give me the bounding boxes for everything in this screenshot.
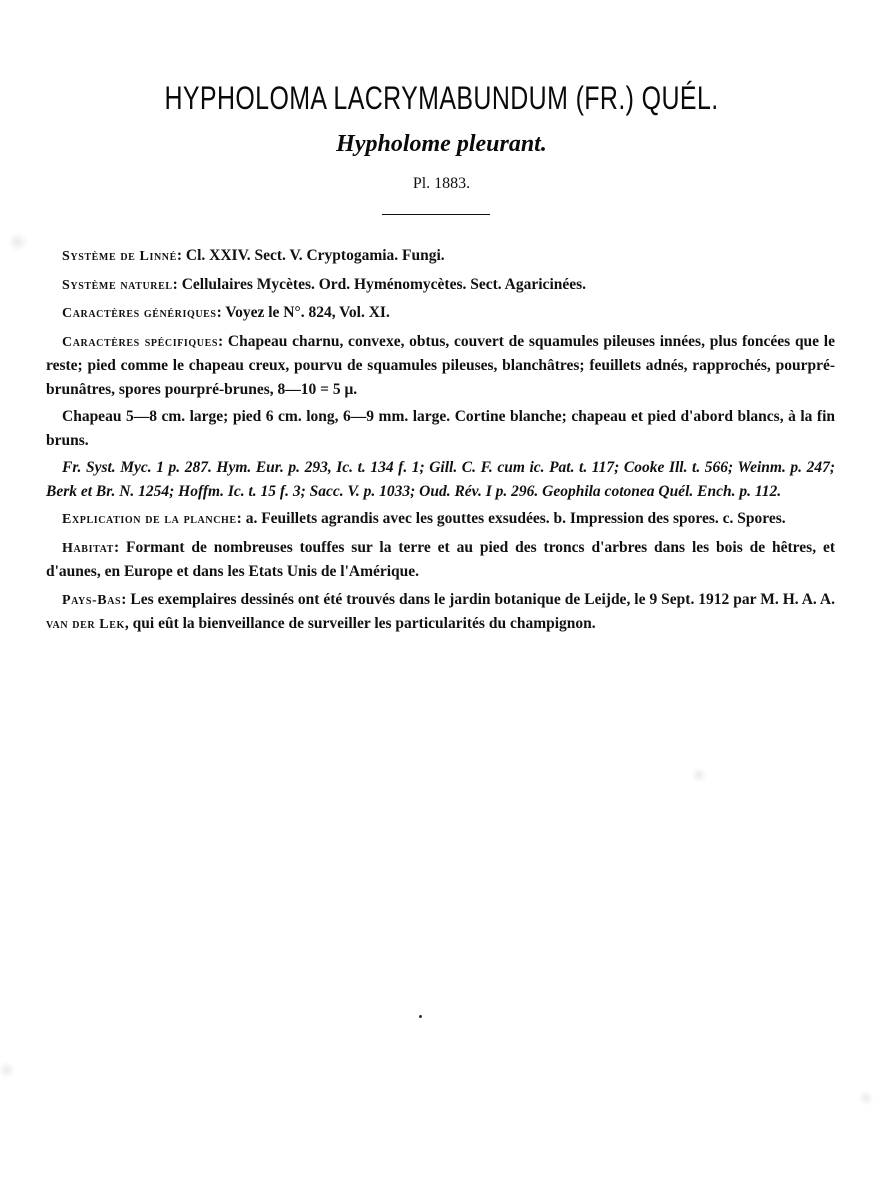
paysbas-label: Pays-Bas [62, 592, 122, 608]
dimensions-text: Chapeau 5—8 cm. large; pied 6 cm. long, 6—9 mm. large. Cortine blanche; chapeau et pied d'abord blancs, à la fin bruns. [46, 408, 835, 449]
naturel-label: Système naturel [62, 277, 173, 293]
habitat-label: Habitat [62, 540, 114, 556]
naturel-paragraph [46, 273, 835, 298]
habitat-text: : Formant de nombreuses touffes sur la terre et au pied des troncs d'arbres dans les bois de hêtres, et d'aunes, en Europe et dans les Etats Unis de l'Amérique. [46, 538, 835, 580]
paysbas-paragraph [46, 588, 835, 637]
title-divider [382, 214, 490, 215]
naturel-text: : Cellulaires Mycètes. Ord. Hyménomycètes. Sect. Agaricinées. [172, 275, 587, 293]
species-title: HYPHOLOMA LACRYMABUNDUM (FR.) QUÉL. [164, 80, 719, 116]
paysbas-text-before: : Les exemplaires dessinés ont été trouvés dans le jardin botanique de Leijde, le 9 Sept. 1912 par M. H. A. A. [121, 590, 835, 608]
references-paragraph [46, 456, 835, 503]
paper-smudge [858, 1090, 874, 1106]
paper-smudge [690, 768, 708, 782]
references-text: Fr. Syst. Myc. 1 p. 287. Hym. Eur. p. 293, Ic. t. 134 f. 1; Gill. C. F. cum ic. Pat. t. 117; Cooke Ill. t. 566; Weinm. p. 247; Berk et Br. N. 1254; Hoffm. Ic. t. 15 f. 3; Sacc. V. p. 1033; Oud. Rév. I p. 296. Geophila cotonea Quél. Ench. p. 112. [46, 459, 835, 500]
paper-speck [419, 1015, 422, 1018]
dimensions-paragraph [46, 405, 835, 452]
generiques-text: : Voyez le N°. 824, Vol. XI. [216, 304, 390, 321]
collector-name: van der Lek [46, 617, 125, 632]
specifiques-paragraph [46, 330, 835, 402]
description-body [46, 244, 835, 641]
explication-label: Explication de la planche [62, 512, 237, 527]
plate-number: Pl. 1883. [412, 175, 471, 192]
paper-smudge [0, 1060, 14, 1080]
specifiques-label: Caractères spécifiques [62, 334, 219, 350]
generiques-label: Caractères génériques [62, 306, 217, 321]
habitat-paragraph [46, 536, 835, 584]
linne-paragraph [46, 244, 835, 269]
specifiques-text: : Chapeau charnu, convexe, obtus, couvert de squamules pileuses innées, plus foncées que le reste; pied comme le chapeau creux, pourvu de squamules pileuses, blanchâtres; feuillets adnés, rapprochés, pourpré-brunâtres, spores pourpré-brunes, 8—10 = 5 μ. [46, 332, 835, 398]
paysbas-text-after: , qui eût la bienveillance de surveiller les particularités du champignon. [124, 615, 596, 632]
common-name: Hypholome pleurant. [336, 131, 547, 157]
generiques-paragraph [46, 301, 835, 326]
explication-paragraph [46, 507, 835, 532]
explication-text: : a. Feuillets agrandis avec les gouttes exsudées. b. Impression des spores. c. Spores. [236, 510, 786, 527]
linne-text: : Cl. XXIV. Sect. V. Cryptogamia. Fungi. [176, 247, 445, 264]
linne-label: Système de Linné [62, 249, 177, 264]
paper-smudge [8, 232, 28, 252]
